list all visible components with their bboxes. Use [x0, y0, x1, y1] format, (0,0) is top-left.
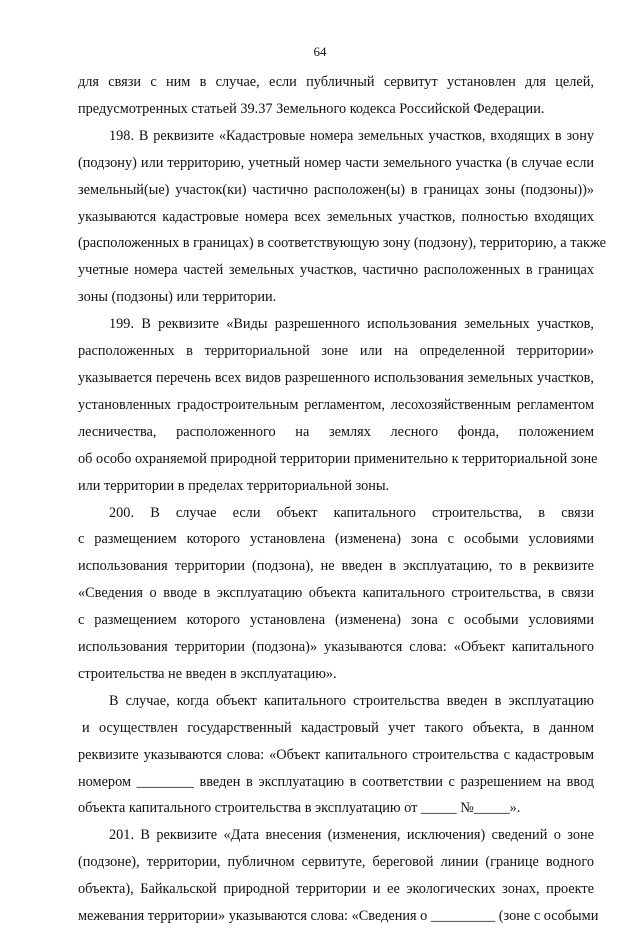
text-line: предусмотренных статьей 39.37 Земельного кодекса Российской Федерации.: [78, 100, 545, 117]
text-line: с размещением которого установлена (изменена) зона с особыми условиями: [78, 531, 594, 548]
text-line: установленных градостроительным регламентом, лесохозяйственным регламентом: [78, 396, 594, 413]
text-line: или территории в пределах территориальной зоны.: [78, 477, 390, 494]
text-line: строительства не введен в эксплуатацию».: [78, 665, 337, 682]
page-number: 64: [313, 44, 327, 59]
text-line: зоны (подзоны) или территории.: [78, 289, 277, 306]
paragraph-p201: [78, 822, 599, 930]
text-line: указывается перечень всех видов разрешенного использования земельных участков,: [78, 369, 594, 386]
text-line: учетные номера частей земельных участков, частично расположенных в границах: [78, 262, 594, 279]
paragraph-p0: [78, 69, 594, 123]
text-line: 200. В случае если объект капитального строительства, в связи: [109, 504, 594, 521]
text-line: расположенных в территориальной зоне или на определенной территории»: [78, 343, 594, 360]
text-line: межевания территории» указываются слова: «Сведения о _________ (зоне с особыми: [78, 908, 599, 925]
text-line: объекта), Байкальской природной территории и ее экологических зонах, проекте: [78, 881, 594, 898]
text-line: «Сведения о вводе в эксплуатацию объекта капитального строительства, в связи: [78, 585, 594, 602]
paragraph-p199: [78, 311, 598, 499]
text-line: указываются кадастровые номера всех земельных участков, полностью входящих: [78, 208, 594, 225]
text-line: реквизите указываются слова: «Объект капитального строительства с кадастровым: [78, 746, 594, 763]
text-line: земельный(ые) участок(ки) частично расположен(ы) в границах зоны (подзоны))»: [78, 181, 594, 198]
paragraph-p200b: [78, 688, 594, 823]
text-line: (подзоне), территории, публичном сервитуте, береговой линии (границе водного: [78, 854, 594, 871]
document-body: [78, 69, 606, 930]
text-line: использования территории (подзона)» указываются слова: «Объект капитального: [78, 639, 594, 656]
text-line: В случае, когда объект капитального строительства введен в эксплуатацию: [109, 692, 594, 709]
text-line: объекта капитального строительства в эксплуатацию от _____ №_____».: [78, 800, 521, 817]
text-line: 199. В реквизите «Виды разрешенного использования земельных участков,: [109, 316, 594, 333]
text-line: для связи с ним в случае, если публичный сервитут установлен для целей,: [78, 74, 594, 90]
text-line: (подзону) или территорию, учетный номер части земельного участка (в случае если: [78, 154, 594, 171]
text-line: и осуществлен государственный кадастровый учет такого объекта, в данном: [82, 719, 594, 736]
text-line: 198. В реквизите «Кадастровые номера земельных участков, входящих в зону: [109, 127, 594, 144]
paragraph-p200: [78, 500, 594, 688]
text-line: лесничества, расположенного на землях лесного фонда, положением: [78, 423, 594, 440]
text-line: с размещением которого установлена (изменена) зона с особыми условиями: [78, 612, 594, 629]
text-line: номером ________ введен в эксплуатацию в соответствии с разрешением на ввод: [78, 773, 594, 790]
text-line: (расположенных в границах) в соответствующую зону (подзону), территорию, а также: [78, 235, 606, 252]
text-line: об особо охраняемой природной территории применительно к территориальной зоне: [78, 450, 598, 467]
text-line: 201. В реквизите «Дата внесения (изменения, исключения) сведений о зоне: [109, 827, 594, 844]
text-line: использования территории (подзона), не введен в эксплуатацию, то в реквизите: [78, 558, 594, 575]
paragraph-p198: [78, 123, 606, 311]
